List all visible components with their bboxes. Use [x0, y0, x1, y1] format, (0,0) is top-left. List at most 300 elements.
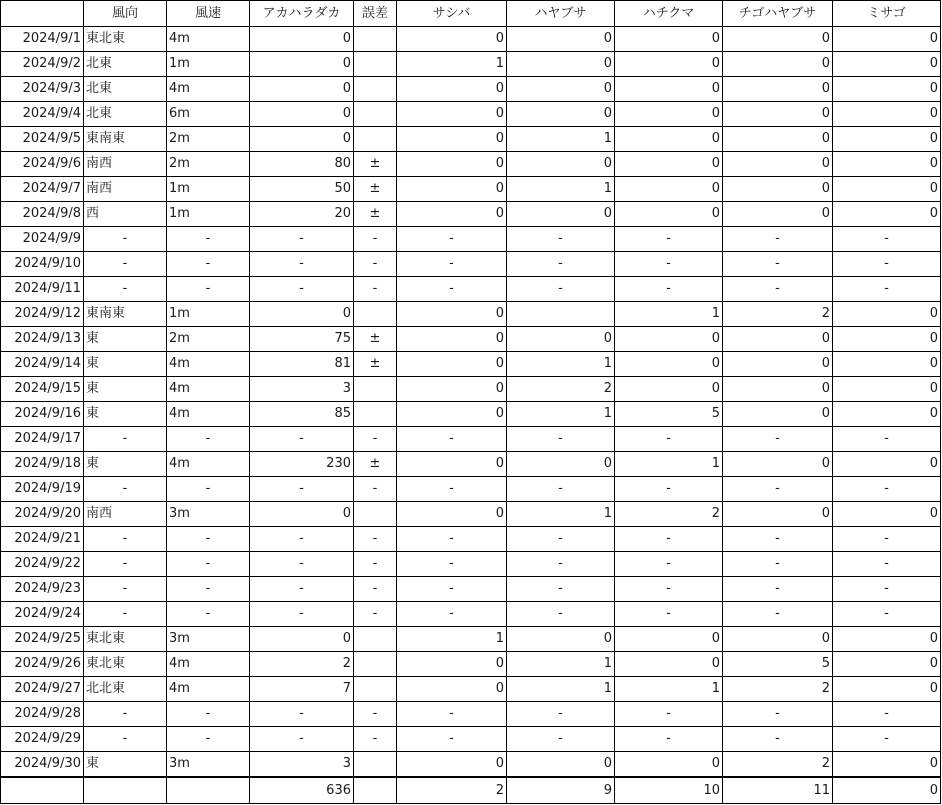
- cell-akaharadaka: 2: [250, 652, 354, 677]
- total-cell: [1, 777, 84, 804]
- cell-error: [354, 627, 397, 652]
- cell-wind-direction: -: [84, 227, 167, 252]
- cell-misago: -: [833, 577, 941, 602]
- cell-hachikuma: -: [615, 252, 723, 277]
- cell-akaharadaka: 0: [250, 102, 354, 127]
- cell-akaharadaka: 0: [250, 127, 354, 152]
- cell-wind-direction: 東: [84, 402, 167, 427]
- cell-error: [354, 52, 397, 77]
- cell-date: 2024/9/23: [1, 577, 84, 602]
- cell-hayabusa: -: [507, 252, 615, 277]
- cell-date: 2024/9/30: [1, 752, 84, 778]
- cell-hachikuma: 0: [615, 152, 723, 177]
- cell-hayabusa: -: [507, 577, 615, 602]
- cell-sashiba: 0: [397, 302, 507, 327]
- cell-chigohayabusa: 0: [723, 177, 833, 202]
- cell-hayabusa: -: [507, 427, 615, 452]
- cell-akaharadaka: -: [250, 602, 354, 627]
- cell-error: [354, 77, 397, 102]
- cell-chigohayabusa: -: [723, 427, 833, 452]
- cell-hachikuma: 0: [615, 352, 723, 377]
- cell-wind-speed: -: [167, 602, 250, 627]
- table-row: [1, 202, 941, 227]
- cell-date: 2024/9/4: [1, 102, 84, 127]
- cell-hayabusa: 0: [507, 152, 615, 177]
- cell-date: 2024/9/9: [1, 227, 84, 252]
- cell-chigohayabusa: 0: [723, 402, 833, 427]
- cell-hayabusa: -: [507, 477, 615, 502]
- cell-date: 2024/9/10: [1, 252, 84, 277]
- cell-sashiba: -: [397, 427, 507, 452]
- cell-chigohayabusa: 0: [723, 102, 833, 127]
- cell-hachikuma: -: [615, 577, 723, 602]
- cell-chigohayabusa: 0: [723, 352, 833, 377]
- cell-wind-speed: -: [167, 577, 250, 602]
- cell-wind-speed: -: [167, 552, 250, 577]
- table-row: [1, 227, 941, 252]
- cell-wind-direction: 南西: [84, 152, 167, 177]
- cell-wind-direction: 東: [84, 752, 167, 778]
- cell-wind-direction: 東: [84, 377, 167, 402]
- cell-hayabusa: 0: [507, 102, 615, 127]
- cell-hayabusa: 1: [507, 127, 615, 152]
- cell-sashiba: 0: [397, 677, 507, 702]
- cell-chigohayabusa: 0: [723, 327, 833, 352]
- cell-chigohayabusa: -: [723, 477, 833, 502]
- cell-sashiba: 0: [397, 327, 507, 352]
- header-date: [1, 1, 84, 27]
- cell-hachikuma: 2: [615, 502, 723, 527]
- cell-akaharadaka: -: [250, 727, 354, 752]
- cell-akaharadaka: 50: [250, 177, 354, 202]
- cell-wind-speed: 3m: [167, 627, 250, 652]
- cell-date: 2024/9/26: [1, 652, 84, 677]
- cell-akaharadaka: 80: [250, 152, 354, 177]
- cell-chigohayabusa: -: [723, 527, 833, 552]
- cell-chigohayabusa: 5: [723, 652, 833, 677]
- table-row: [1, 502, 941, 527]
- cell-wind-speed: 4m: [167, 377, 250, 402]
- cell-sashiba: 0: [397, 102, 507, 127]
- cell-hachikuma: 0: [615, 752, 723, 778]
- cell-date: 2024/9/16: [1, 402, 84, 427]
- cell-hachikuma: -: [615, 277, 723, 302]
- cell-date: 2024/9/17: [1, 427, 84, 452]
- cell-hayabusa: [507, 302, 615, 327]
- cell-wind-direction: 東北東: [84, 27, 167, 52]
- cell-date: 2024/9/21: [1, 527, 84, 552]
- cell-date: 2024/9/28: [1, 702, 84, 727]
- cell-misago: 0: [833, 377, 941, 402]
- table-row: [1, 602, 941, 627]
- cell-misago: -: [833, 552, 941, 577]
- cell-chigohayabusa: -: [723, 252, 833, 277]
- cell-akaharadaka: -: [250, 477, 354, 502]
- cell-hachikuma: 0: [615, 52, 723, 77]
- cell-date: 2024/9/14: [1, 352, 84, 377]
- cell-sashiba: 1: [397, 52, 507, 77]
- cell-hayabusa: -: [507, 277, 615, 302]
- cell-misago: -: [833, 277, 941, 302]
- table-row: [1, 652, 941, 677]
- table-row: [1, 577, 941, 602]
- cell-sashiba: -: [397, 277, 507, 302]
- cell-akaharadaka: 0: [250, 302, 354, 327]
- cell-akaharadaka: 75: [250, 327, 354, 352]
- cell-sashiba: -: [397, 727, 507, 752]
- cell-sashiba: 1: [397, 627, 507, 652]
- cell-wind-speed: 1m: [167, 202, 250, 227]
- cell-wind-speed: -: [167, 527, 250, 552]
- cell-hayabusa: 1: [507, 402, 615, 427]
- cell-error: -: [354, 552, 397, 577]
- total-hayabusa: 9: [507, 777, 615, 804]
- cell-wind-speed: 6m: [167, 102, 250, 127]
- cell-akaharadaka: -: [250, 252, 354, 277]
- cell-wind-speed: 3m: [167, 502, 250, 527]
- header-row: [1, 1, 941, 27]
- table-row: [1, 302, 941, 327]
- cell-akaharadaka: 230: [250, 452, 354, 477]
- table-row: [1, 77, 941, 102]
- cell-hachikuma: 0: [615, 127, 723, 152]
- cell-wind-speed: -: [167, 477, 250, 502]
- cell-akaharadaka: 0: [250, 502, 354, 527]
- cell-akaharadaka: -: [250, 702, 354, 727]
- cell-chigohayabusa: -: [723, 727, 833, 752]
- total-chigohayabusa: 11: [723, 777, 833, 804]
- cell-sashiba: 0: [397, 152, 507, 177]
- cell-sashiba: 0: [397, 27, 507, 52]
- cell-error: [354, 677, 397, 702]
- cell-hachikuma: -: [615, 227, 723, 252]
- cell-hayabusa: 1: [507, 677, 615, 702]
- cell-sashiba: 0: [397, 652, 507, 677]
- cell-chigohayabusa: 2: [723, 752, 833, 778]
- cell-date: 2024/9/7: [1, 177, 84, 202]
- table-row: [1, 277, 941, 302]
- cell-akaharadaka: -: [250, 227, 354, 252]
- cell-wind-direction: 南西: [84, 177, 167, 202]
- total-sashiba: 2: [397, 777, 507, 804]
- cell-error: -: [354, 602, 397, 627]
- cell-chigohayabusa: 0: [723, 27, 833, 52]
- cell-wind-direction: 東: [84, 327, 167, 352]
- cell-date: 2024/9/6: [1, 152, 84, 177]
- total-akaharadaka: 636: [250, 777, 354, 804]
- table-row: [1, 727, 941, 752]
- total-misago: 0: [833, 777, 941, 804]
- cell-hayabusa: 0: [507, 452, 615, 477]
- cell-hayabusa: 1: [507, 177, 615, 202]
- cell-wind-speed: 2m: [167, 152, 250, 177]
- cell-wind-direction: 北東: [84, 52, 167, 77]
- cell-wind-direction: -: [84, 602, 167, 627]
- cell-date: 2024/9/19: [1, 477, 84, 502]
- cell-chigohayabusa: -: [723, 277, 833, 302]
- cell-date: 2024/9/22: [1, 552, 84, 577]
- cell-akaharadaka: -: [250, 427, 354, 452]
- cell-wind-direction: 東北東: [84, 627, 167, 652]
- cell-chigohayabusa: 0: [723, 627, 833, 652]
- cell-hachikuma: 0: [615, 77, 723, 102]
- table-row: [1, 527, 941, 552]
- cell-hayabusa: 0: [507, 27, 615, 52]
- cell-hachikuma: 0: [615, 377, 723, 402]
- total-cell: [84, 777, 167, 804]
- cell-hayabusa: -: [507, 702, 615, 727]
- cell-akaharadaka: -: [250, 577, 354, 602]
- header-hachikuma: ハチクマ: [615, 1, 723, 27]
- table-row: [1, 352, 941, 377]
- cell-error: [354, 652, 397, 677]
- header-akaharadaka: アカハラダカ: [250, 1, 354, 27]
- cell-sashiba: 0: [397, 127, 507, 152]
- table-row: [1, 327, 941, 352]
- cell-sashiba: -: [397, 702, 507, 727]
- cell-sashiba: -: [397, 552, 507, 577]
- cell-error: [354, 127, 397, 152]
- cell-error: -: [354, 727, 397, 752]
- total-hachikuma: 10: [615, 777, 723, 804]
- cell-wind-speed: -: [167, 727, 250, 752]
- cell-sashiba: -: [397, 477, 507, 502]
- cell-error: ±: [354, 177, 397, 202]
- cell-hayabusa: -: [507, 227, 615, 252]
- cell-wind-speed: -: [167, 227, 250, 252]
- cell-chigohayabusa: -: [723, 602, 833, 627]
- cell-error: -: [354, 527, 397, 552]
- cell-error: ±: [354, 152, 397, 177]
- cell-misago: 0: [833, 302, 941, 327]
- cell-sashiba: 0: [397, 177, 507, 202]
- cell-misago: 0: [833, 652, 941, 677]
- table-row: [1, 177, 941, 202]
- cell-sashiba: 0: [397, 77, 507, 102]
- cell-wind-speed: -: [167, 427, 250, 452]
- cell-akaharadaka: 0: [250, 77, 354, 102]
- cell-akaharadaka: -: [250, 552, 354, 577]
- cell-hayabusa: 1: [507, 652, 615, 677]
- cell-wind-speed: -: [167, 702, 250, 727]
- cell-hachikuma: 0: [615, 102, 723, 127]
- cell-date: 2024/9/13: [1, 327, 84, 352]
- cell-hachikuma: 0: [615, 202, 723, 227]
- table-row: [1, 427, 941, 452]
- cell-error: -: [354, 427, 397, 452]
- cell-wind-speed: -: [167, 277, 250, 302]
- header-wind-direction: 風向: [84, 1, 167, 27]
- cell-wind-direction: -: [84, 527, 167, 552]
- cell-date: 2024/9/8: [1, 202, 84, 227]
- cell-hayabusa: 0: [507, 752, 615, 778]
- cell-error: -: [354, 702, 397, 727]
- cell-wind-speed: 3m: [167, 752, 250, 778]
- cell-misago: 0: [833, 452, 941, 477]
- cell-error: ±: [354, 202, 397, 227]
- cell-hachikuma: -: [615, 727, 723, 752]
- cell-hachikuma: 0: [615, 177, 723, 202]
- cell-misago: -: [833, 227, 941, 252]
- cell-date: 2024/9/18: [1, 452, 84, 477]
- table-row: [1, 627, 941, 652]
- cell-date: 2024/9/3: [1, 77, 84, 102]
- cell-date: 2024/9/5: [1, 127, 84, 152]
- cell-error: [354, 502, 397, 527]
- cell-wind-speed: 2m: [167, 127, 250, 152]
- cell-wind-direction: 東: [84, 352, 167, 377]
- table-row: [1, 452, 941, 477]
- cell-hayabusa: 1: [507, 352, 615, 377]
- cell-sashiba: 0: [397, 402, 507, 427]
- cell-wind-direction: 北北東: [84, 677, 167, 702]
- cell-hachikuma: 1: [615, 677, 723, 702]
- cell-wind-speed: 4m: [167, 452, 250, 477]
- cell-wind-speed: 2m: [167, 327, 250, 352]
- cell-misago: -: [833, 427, 941, 452]
- cell-hachikuma: 1: [615, 302, 723, 327]
- header-misago: ミサゴ: [833, 1, 941, 27]
- cell-wind-speed: 4m: [167, 402, 250, 427]
- cell-wind-speed: 4m: [167, 27, 250, 52]
- cell-wind-direction: -: [84, 427, 167, 452]
- cell-chigohayabusa: 2: [723, 677, 833, 702]
- cell-misago: 0: [833, 502, 941, 527]
- cell-wind-speed: 4m: [167, 652, 250, 677]
- cell-wind-direction: -: [84, 252, 167, 277]
- cell-hachikuma: -: [615, 602, 723, 627]
- cell-error: [354, 402, 397, 427]
- cell-sashiba: -: [397, 527, 507, 552]
- cell-error: -: [354, 577, 397, 602]
- cell-chigohayabusa: 0: [723, 502, 833, 527]
- cell-wind-direction: -: [84, 552, 167, 577]
- cell-date: 2024/9/25: [1, 627, 84, 652]
- cell-wind-direction: -: [84, 577, 167, 602]
- cell-akaharadaka: 3: [250, 377, 354, 402]
- cell-hayabusa: 0: [507, 202, 615, 227]
- cell-error: -: [354, 277, 397, 302]
- cell-wind-speed: 1m: [167, 52, 250, 77]
- cell-akaharadaka: 3: [250, 752, 354, 778]
- cell-akaharadaka: 7: [250, 677, 354, 702]
- cell-sashiba: 0: [397, 752, 507, 778]
- cell-hachikuma: 0: [615, 327, 723, 352]
- cell-chigohayabusa: -: [723, 227, 833, 252]
- cell-hayabusa: -: [507, 552, 615, 577]
- cell-misago: 0: [833, 327, 941, 352]
- cell-akaharadaka: 20: [250, 202, 354, 227]
- cell-wind-direction: 東北東: [84, 652, 167, 677]
- cell-sashiba: -: [397, 602, 507, 627]
- cell-sashiba: 0: [397, 377, 507, 402]
- cell-chigohayabusa: 0: [723, 152, 833, 177]
- cell-misago: 0: [833, 27, 941, 52]
- cell-error: [354, 302, 397, 327]
- cell-wind-direction: -: [84, 277, 167, 302]
- table-row: [1, 552, 941, 577]
- header-sashiba: サシバ: [397, 1, 507, 27]
- header-error: 誤差: [354, 1, 397, 27]
- cell-hayabusa: -: [507, 527, 615, 552]
- cell-error: -: [354, 252, 397, 277]
- cell-misago: 0: [833, 52, 941, 77]
- table-body: [1, 27, 941, 778]
- cell-wind-direction: -: [84, 727, 167, 752]
- cell-error: -: [354, 227, 397, 252]
- table-row: [1, 52, 941, 77]
- cell-date: 2024/9/12: [1, 302, 84, 327]
- total-cell: [167, 777, 250, 804]
- cell-hayabusa: -: [507, 727, 615, 752]
- cell-wind-direction: 北東: [84, 102, 167, 127]
- cell-wind-direction: 南西: [84, 502, 167, 527]
- cell-chigohayabusa: 0: [723, 452, 833, 477]
- cell-date: 2024/9/29: [1, 727, 84, 752]
- cell-akaharadaka: 0: [250, 52, 354, 77]
- cell-hachikuma: 5: [615, 402, 723, 427]
- cell-hachikuma: -: [615, 527, 723, 552]
- cell-misago: 0: [833, 152, 941, 177]
- table-row: [1, 102, 941, 127]
- cell-error: -: [354, 477, 397, 502]
- cell-date: 2024/9/1: [1, 27, 84, 52]
- cell-error: [354, 377, 397, 402]
- cell-wind-speed: 1m: [167, 177, 250, 202]
- cell-date: 2024/9/27: [1, 677, 84, 702]
- total-cell: [354, 777, 397, 804]
- cell-hachikuma: 0: [615, 27, 723, 52]
- cell-wind-speed: 4m: [167, 77, 250, 102]
- cell-misago: 0: [833, 102, 941, 127]
- cell-sashiba: 0: [397, 202, 507, 227]
- cell-hachikuma: 0: [615, 627, 723, 652]
- cell-wind-direction: -: [84, 477, 167, 502]
- cell-sashiba: -: [397, 577, 507, 602]
- header-wind-speed: 風速: [167, 1, 250, 27]
- cell-misago: 0: [833, 677, 941, 702]
- cell-date: 2024/9/15: [1, 377, 84, 402]
- cell-wind-direction: 東南東: [84, 302, 167, 327]
- cell-akaharadaka: -: [250, 527, 354, 552]
- cell-misago: 0: [833, 77, 941, 102]
- cell-hayabusa: 2: [507, 377, 615, 402]
- cell-hayabusa: 0: [507, 52, 615, 77]
- cell-chigohayabusa: 0: [723, 52, 833, 77]
- cell-misago: -: [833, 702, 941, 727]
- cell-wind-speed: 1m: [167, 302, 250, 327]
- cell-misago: 0: [833, 202, 941, 227]
- cell-sashiba: -: [397, 252, 507, 277]
- cell-error: [354, 27, 397, 52]
- cell-hachikuma: -: [615, 552, 723, 577]
- cell-hayabusa: 0: [507, 627, 615, 652]
- cell-wind-speed: -: [167, 252, 250, 277]
- cell-error: ±: [354, 452, 397, 477]
- cell-wind-direction: 東: [84, 452, 167, 477]
- cell-wind-direction: 西: [84, 202, 167, 227]
- cell-error: [354, 752, 397, 778]
- table-row: [1, 152, 941, 177]
- cell-hayabusa: -: [507, 602, 615, 627]
- cell-chigohayabusa: 0: [723, 377, 833, 402]
- cell-misago: -: [833, 527, 941, 552]
- table-row: [1, 677, 941, 702]
- cell-error: ±: [354, 352, 397, 377]
- cell-hayabusa: 0: [507, 327, 615, 352]
- cell-hachikuma: 1: [615, 452, 723, 477]
- cell-akaharadaka: 0: [250, 27, 354, 52]
